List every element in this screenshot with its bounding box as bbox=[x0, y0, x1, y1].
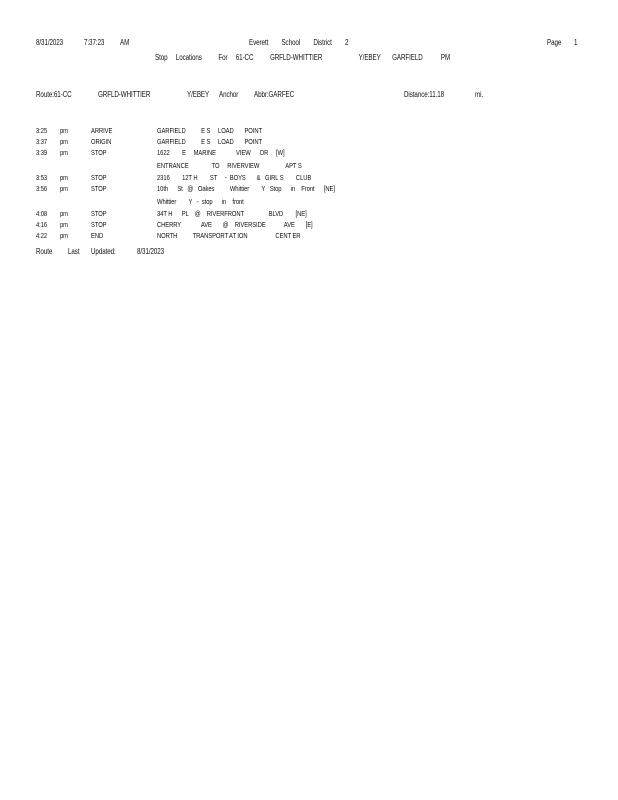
stop-type: ARRIVE bbox=[91, 126, 113, 135]
stop-type: STOP bbox=[91, 184, 107, 193]
stop-type: STOP bbox=[91, 209, 107, 218]
footer-updated-label: Updated: bbox=[91, 247, 116, 256]
stop-location: NORTH TRANSPORT AT ION CENT ER bbox=[157, 231, 301, 240]
report-time: 7:37:23 bbox=[84, 38, 105, 47]
stop-time: 3:25 bbox=[36, 126, 48, 135]
stop-location: 2316 12T H ST - BOYS & GIRL S CLUB bbox=[157, 173, 312, 182]
stop-location: GARFIELD E S LOAD POINT bbox=[157, 137, 262, 146]
stop-location: GARFIELD E S LOAD POINT bbox=[157, 126, 262, 135]
stop-time: 4:22 bbox=[36, 231, 48, 240]
route-abbr: Abbr:GARFEC bbox=[254, 90, 295, 99]
report-subtitle: Stop Locations For 61-CC GRFLD-WHITTIER Y/EBEY GARFIELD PM bbox=[155, 53, 451, 62]
route-distance: Distance:11.18 bbox=[404, 90, 445, 99]
stop-location-continued: Whittier Y - stop in front bbox=[157, 197, 244, 206]
stop-location: CHERRY AVE @ RIVERSIDE AVE [E] bbox=[157, 220, 313, 229]
route-name: GRFLD-WHITTIER bbox=[98, 90, 151, 99]
stop-ampm: pm bbox=[60, 173, 68, 182]
stop-type: END bbox=[91, 231, 104, 240]
report-ampm: AM bbox=[120, 38, 130, 47]
stop-time: 3:39 bbox=[36, 148, 48, 157]
stop-type: ORIGIN bbox=[91, 137, 112, 146]
route-anchor: Anchor bbox=[219, 90, 239, 99]
route-distance-unit: mi. bbox=[475, 90, 484, 99]
stop-ampm: pm bbox=[60, 184, 68, 193]
stop-time: 3:56 bbox=[36, 184, 48, 193]
stop-ampm: pm bbox=[60, 231, 68, 240]
stop-type: STOP bbox=[91, 148, 107, 157]
stop-ampm: pm bbox=[60, 137, 68, 146]
footer-route-label: Route bbox=[36, 247, 53, 256]
stop-time: 4:16 bbox=[36, 220, 48, 229]
footer-last-label: Last bbox=[68, 247, 80, 256]
stop-time: 4:08 bbox=[36, 209, 48, 218]
stop-time: 3:37 bbox=[36, 137, 48, 146]
stop-location: 10th St @ Oakes Whittier Y Stop in Front [NE] bbox=[157, 184, 335, 193]
page-label: Page bbox=[547, 38, 562, 47]
page-number: 1 bbox=[574, 38, 578, 47]
stop-location: 34T H PL @ RIVERFRONT BLVD [NE] bbox=[157, 209, 307, 218]
stop-ampm: pm bbox=[60, 220, 68, 229]
stop-ampm: pm bbox=[60, 126, 68, 135]
footer-updated-date: 8/31/2023 bbox=[137, 247, 165, 256]
stop-ampm: pm bbox=[60, 148, 68, 157]
report-date: 8/31/2023 bbox=[36, 38, 64, 47]
stop-type: STOP bbox=[91, 173, 107, 182]
stop-location-continued: ENTRANCE TO RIVERVIEW APT S bbox=[157, 161, 302, 170]
district-title: Everett School District 2 bbox=[249, 38, 349, 47]
stop-type: STOP bbox=[91, 220, 107, 229]
stop-location: 1622 E MARINE VIEW DR [W] bbox=[157, 148, 285, 157]
stop-time: 3:53 bbox=[36, 173, 48, 182]
route-ebey: Y/EBEY bbox=[187, 90, 210, 99]
route-code: Route:61-CC bbox=[36, 90, 72, 99]
stop-ampm: pm bbox=[60, 209, 68, 218]
